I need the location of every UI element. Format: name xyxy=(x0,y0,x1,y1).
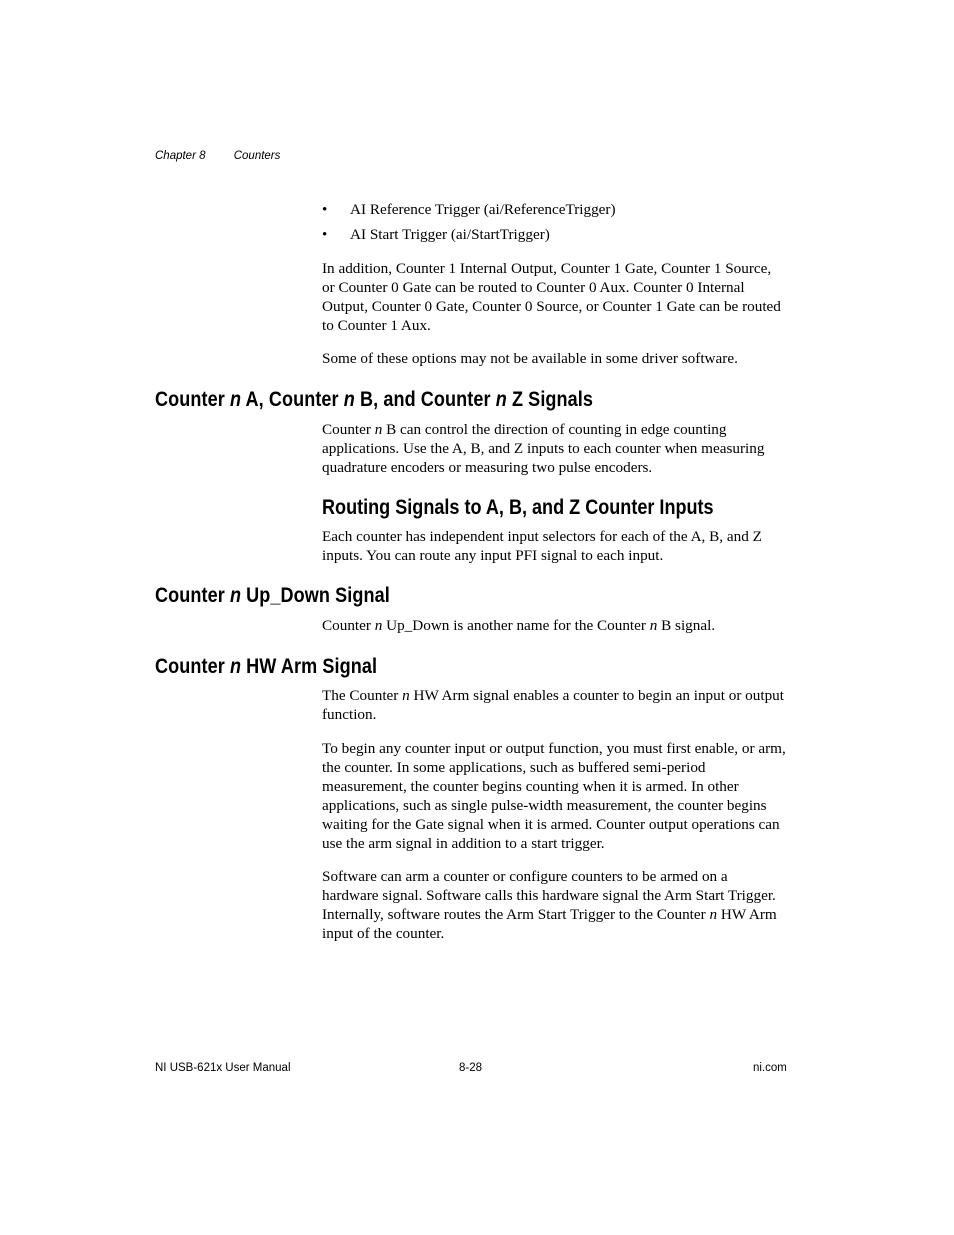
hw-arm-paragraph-2: To begin any counter input or output function, you must first enable, or arm, the counter. In some applications, such as buffered semi-period measurement, the counter begins counting when it is armed. In other applications, such as single pulse-width measurement, the counter begins waiting for the Gate signal when it is armed. Counter output operations can use the arm signal in addition to a start trigger. xyxy=(322,740,786,852)
footer-manual-title: NI USB-621x User Manual xyxy=(155,1062,291,1074)
section-heading-hw-arm: Counter n HW Arm Signal xyxy=(155,655,378,678)
section-heading-up-down: Counter n Up_Down Signal xyxy=(155,584,390,607)
subsection-heading-routing: Routing Signals to A, B, and Z Counter Inputs xyxy=(322,496,714,519)
list-item: • AI Reference Trigger (ai/ReferenceTrigger) xyxy=(322,200,792,219)
section-heading-abz-signals: Counter n A, Counter n B, and Counter n Z Signals xyxy=(155,388,594,411)
list-item: • AI Start Trigger (ai/StartTrigger) xyxy=(322,225,792,244)
trigger-list xyxy=(322,200,792,250)
abz-paragraph: Counter n B can control the direction of counting in edge counting applications. Use the A, B, and Z inputs to each counter when measuring quadrature encoders or measuring two pulse encoders. xyxy=(322,421,765,476)
footer-website: ni.com xyxy=(753,1062,787,1074)
running-header xyxy=(155,150,305,162)
chapter-title: Counters xyxy=(233,150,281,162)
hw-arm-paragraph-3: Software can arm a counter or configure counters to be armed on a hardware signal. Software calls this hardware signal the Arm Start Trigger. Internally, software routes the Arm Start Trigger to the Counter n HW Arm input of the counter. xyxy=(322,868,777,942)
aux-routing-paragraph: In addition, Counter 1 Internal Output, Counter 1 Gate, Counter 1 Source, or Counter 0 Gate can be routed to Counter 0 Aux. Counter 0 Internal Output, Counter 0 Gate, Counter 0 Source, or Counter 1 Gate can be routed to Counter 1 Aux. xyxy=(322,260,781,334)
up-down-paragraph: Counter n Up_Down is another name for the Counter n B signal. xyxy=(322,617,716,634)
hw-arm-paragraph-1: The Counter n HW Arm signal enables a counter to begin an input or output function. xyxy=(322,687,785,723)
chapter-label: Chapter 8 xyxy=(155,150,206,162)
routing-paragraph: Each counter has independent input selectors for each of the A, B, and Z inputs. You can route any input PFI signal to each input. xyxy=(322,528,762,564)
driver-note-paragraph: Some of these options may not be available in some driver software. xyxy=(322,350,738,367)
page-number: 8-28 xyxy=(459,1062,483,1074)
